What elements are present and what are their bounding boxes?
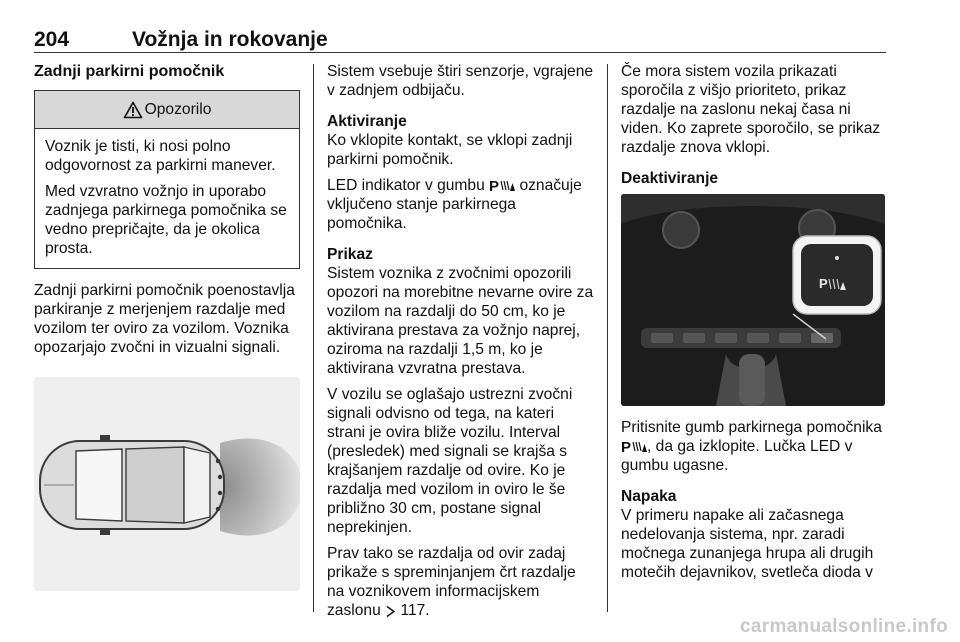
led-paragraph [327, 176, 595, 233]
deactivation-text-start: Pritisnite gumb parkirnega pomočnika [621, 419, 882, 436]
section-title: Zadnji parkirni pomočnik [34, 63, 225, 80]
svg-text:P: P [489, 178, 500, 193]
activation-heading: Aktiviranje [327, 113, 407, 130]
display-heading: Prikaz [327, 246, 373, 263]
fault-paragraph: V primeru napake ali začasnega nedelovanja sistema, npr. zaradi močnega zunanjega hrupa ali drugih motečih dejavnikov, svetleča dioda v [621, 507, 874, 581]
watermark: carmanualsonline.info [740, 616, 948, 637]
warning-header [35, 91, 299, 129]
warning-box [34, 90, 300, 269]
warning-body [35, 129, 299, 268]
warning-triangle-icon [123, 101, 143, 119]
deactivation-paragraph [621, 418, 889, 475]
column-1 [34, 62, 300, 591]
column-divider [313, 64, 314, 612]
column-3 [621, 62, 889, 589]
page-header [34, 28, 886, 53]
park-assist-icon [489, 178, 515, 193]
car-top-view-image [34, 377, 300, 591]
column-divider [607, 64, 608, 612]
sensors-paragraph: Sistem vsebuje štiri senzorje, vgrajene v zadnjem odbijaču. [327, 63, 594, 99]
column-2 [327, 62, 595, 627]
park-assist-icon [621, 439, 647, 454]
warning-paragraph: Voznik je tisti, ki nosi polno odgovornost za parkirni manever. [45, 138, 276, 174]
warning-label: Opozorilo [144, 101, 212, 118]
page-reference[interactable]: 117. [400, 602, 430, 619]
led-text-start: LED indikator v gumbu [327, 177, 485, 194]
display-text: Prav tako se razdalja od ovir zadaj prikaže s spreminjanjem črt razdalje na voznikovem informacijskem zaslonu [327, 545, 576, 619]
center-console-image [621, 194, 885, 406]
chapter-title: Vožnja in rokovanje [132, 28, 328, 51]
display-paragraph: V vozilu se oglašajo ustrezni zvočni signali odvisno od tega, na kateri strani je ovira bliže vozilu. Interval (presledek) med signali se krajša s krajšanjem razdalje od ovire. Ko je razdalja med vozilom in oviro le še približno 30 cm, postane signal neprekinjen. [327, 386, 573, 536]
display-paragraph: Sistem voznika z zvočnimi opozorili opozori na morebitne nevarne ovire za vozilom na razdalji do 50 cm, ko je aktivirana prestava za vožnjo naprej, oziroma na razdalji 1,5 m, ko je aktivirana vzvratna prestava. [327, 265, 594, 377]
svg-text:P: P [621, 439, 632, 454]
warning-paragraph: Med vzvratno vožnjo in uporabo zadnjega parkirnega pomočnika se vedno prepričajte, da je okolica prosta. [45, 183, 287, 257]
car-sensor-illustration [34, 377, 300, 591]
deactivation-text-end: , da ga izklopite. Lučka LED v gumbu ugasne. [621, 438, 853, 474]
activation-paragraph: Ko vklopite kontakt, se vklopi zadnji parkirni pomočnik. [327, 132, 573, 168]
priority-paragraph: Če mora sistem vozila prikazati sporočila z višjo prioriteto, prikaz razdalje na zaslonu nekaj časa ni viden. Ko zaprete sporočilo, se prikaz razdalje znova vklopi. [621, 63, 881, 156]
led-text-end: označuje vključeno stanje parkirnega pomočnika. [327, 177, 582, 232]
intro-paragraph: Zadnji parkirni pomočnik poenostavlja parkiranje z merjenjem razdalje med vozilom ter oviro za vozilom. Voznika opozarjajo zvočni in vizualni signali. [34, 282, 295, 356]
page-number: 204 [34, 28, 70, 51]
deactivation-heading: Deaktiviranje [621, 170, 719, 187]
fault-heading: Napaka [621, 488, 677, 505]
svg-text:P: P [819, 276, 828, 291]
console-button-photo [621, 194, 885, 406]
page-reference-icon [385, 605, 396, 618]
display-paragraph [327, 544, 595, 620]
